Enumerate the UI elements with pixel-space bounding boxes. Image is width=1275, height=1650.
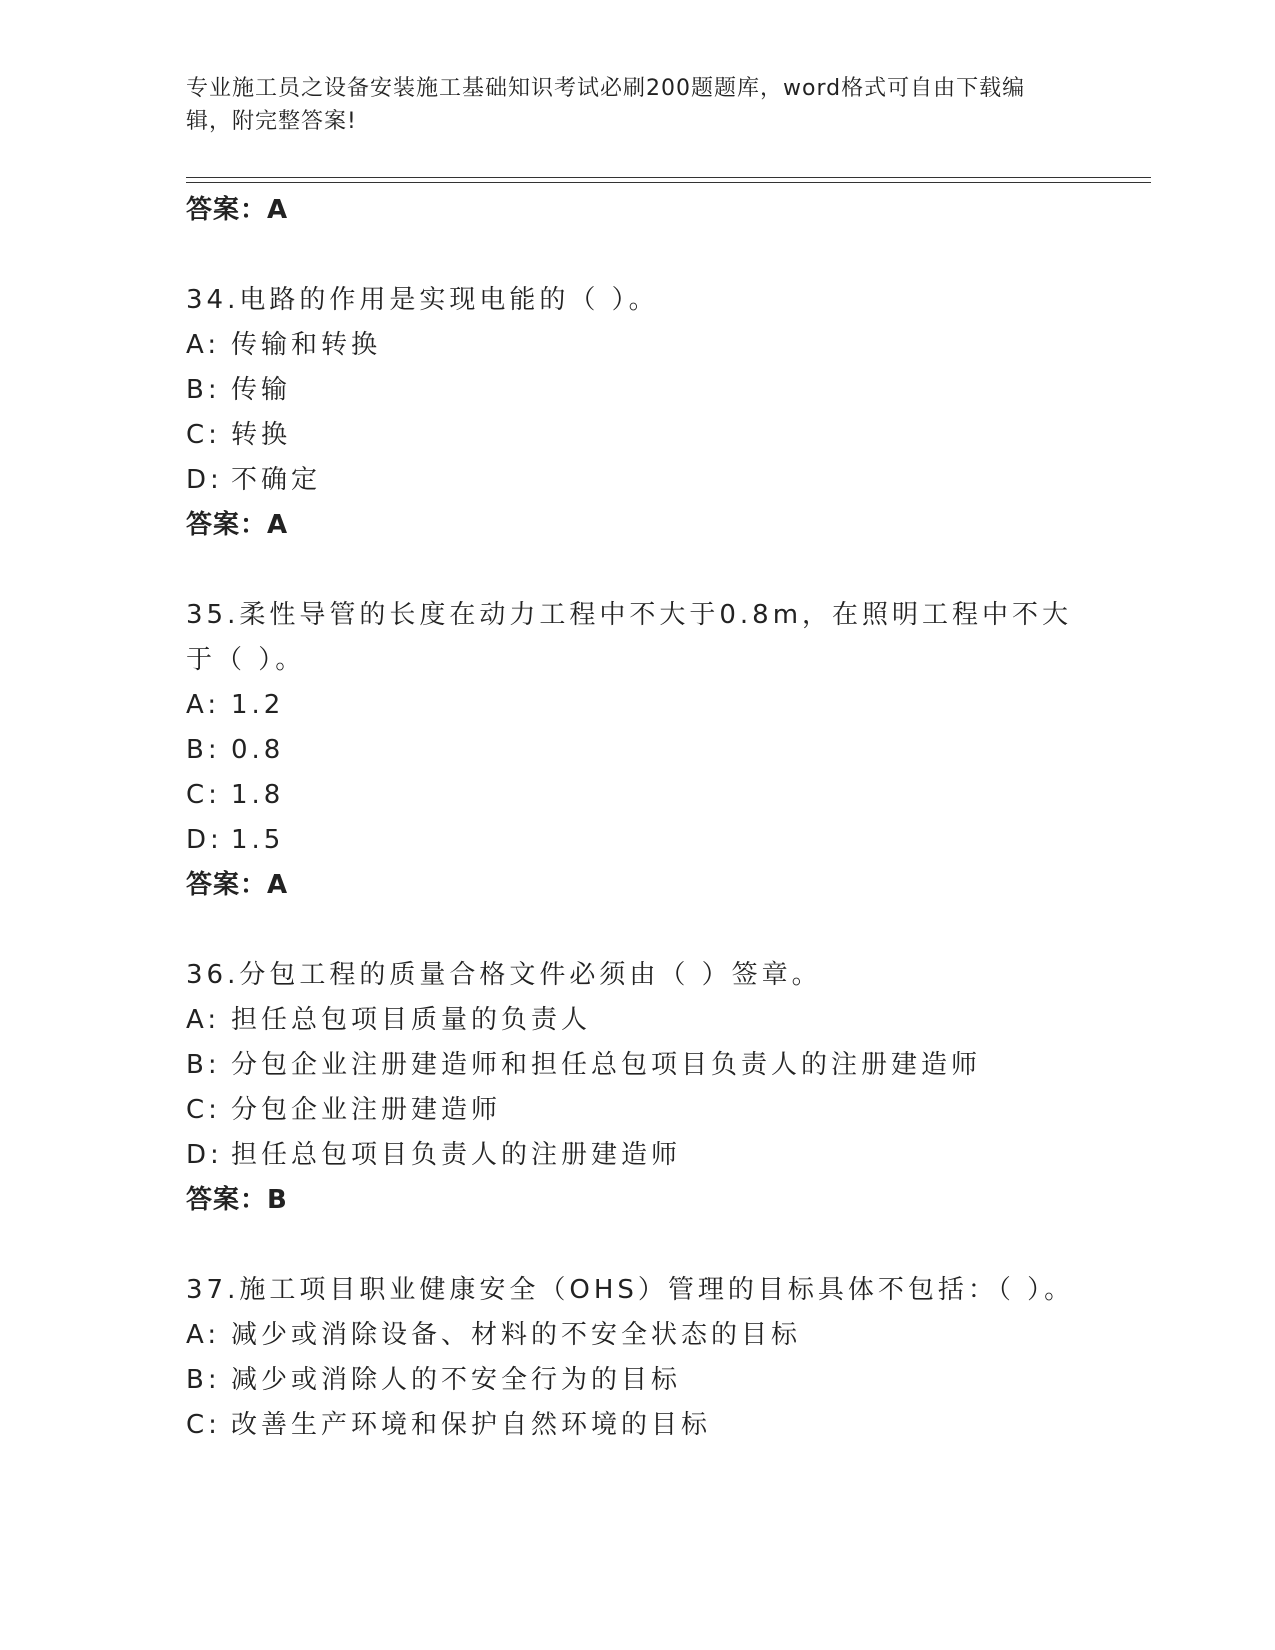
answer-line	[186, 863, 1086, 908]
option-b: B: 减少或消除人的不安全行为的目标	[186, 1365, 682, 1395]
question-35	[186, 593, 1086, 908]
option-b: B: 0.8	[186, 735, 285, 765]
answer-value: A	[267, 195, 289, 225]
answer-line	[186, 503, 1086, 548]
answer-line	[186, 1178, 1086, 1223]
question-text: 35.柔性导管的长度在动力工程中不大于0.8m，在照明工程中不大于（ ）。	[186, 600, 1073, 675]
header-rule-bottom	[186, 182, 1151, 183]
document-header	[186, 72, 1066, 138]
question-text: 36.分包工程的质量合格文件必须由（ ）签章。	[186, 960, 822, 990]
option-d: D: 1.5	[186, 825, 285, 855]
question-text: 34.电路的作用是实现电能的（ ）。	[186, 285, 659, 315]
header-rule-top	[186, 177, 1151, 178]
option-b: B: 分包企业注册建造师和担任总包项目负责人的注册建造师	[186, 1050, 982, 1080]
question-text: 37.施工项目职业健康安全（OHS）管理的目标具体不包括：（ ）。	[186, 1275, 1075, 1305]
question-36	[186, 953, 1086, 1223]
answer-label: 答案：	[186, 195, 268, 225]
option-d: D: 担任总包项目负责人的注册建造师	[186, 1140, 682, 1170]
option-c: C: 1.8	[186, 780, 285, 810]
option-a: A: 减少或消除设备、材料的不安全状态的目标	[186, 1320, 802, 1350]
answer-label: 答案：	[186, 1185, 268, 1215]
option-c: C: 转换	[186, 420, 292, 450]
option-a: A: 担任总包项目质量的负责人	[186, 1005, 592, 1035]
option-b: B: 传输	[186, 375, 292, 405]
answer-label: 答案：	[186, 870, 268, 900]
option-a: A: 1.2	[186, 690, 285, 720]
answer-value: A	[267, 510, 289, 540]
answer-label: 答案：	[186, 510, 268, 540]
answer-value: B	[267, 1185, 288, 1215]
option-a: A: 传输和转换	[186, 330, 382, 360]
answer-line	[186, 188, 1086, 233]
option-c: C: 改善生产环境和保护自然环境的目标	[186, 1410, 712, 1440]
answer-value: A	[267, 870, 289, 900]
question-34	[186, 278, 1086, 548]
header-title: 专业施工员之设备安装施工基础知识考试必刷200题题库，word格式可自由下载编辑，附完整答案!	[186, 76, 1026, 134]
question-37	[186, 1268, 1086, 1448]
option-c: C: 分包企业注册建造师	[186, 1095, 502, 1125]
question-list	[186, 188, 1086, 1448]
option-d: D: 不确定	[186, 465, 322, 495]
